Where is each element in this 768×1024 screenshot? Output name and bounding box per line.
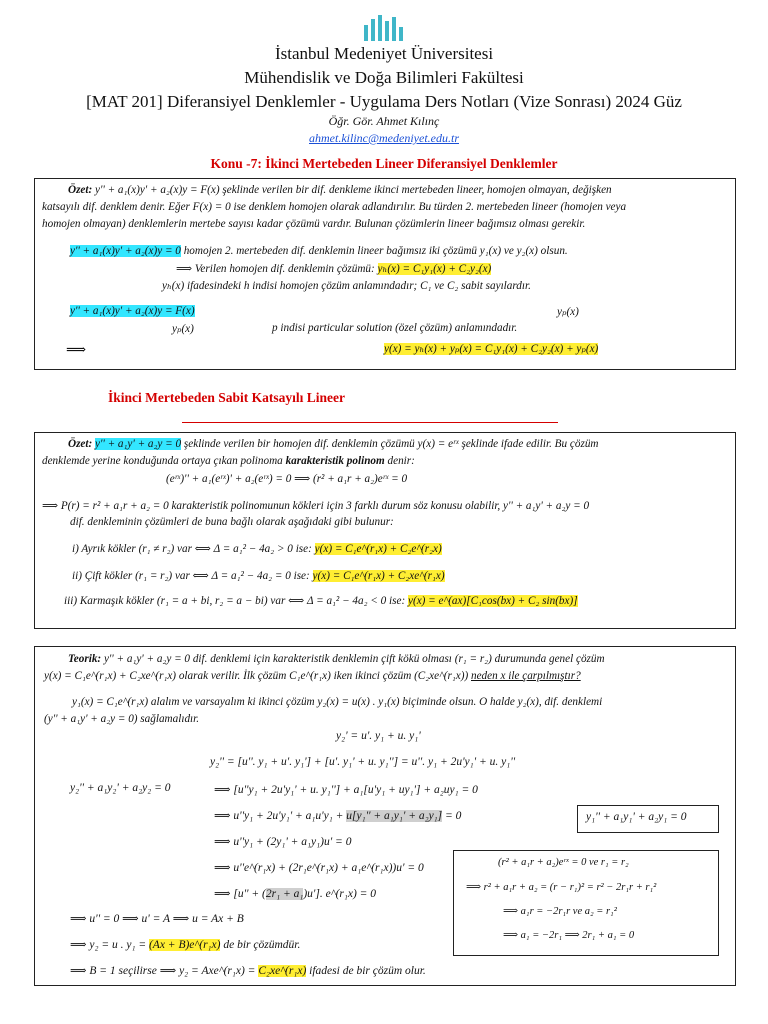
yp-left: yₚ(x) (172, 323, 194, 335)
box2-line-1 (68, 438, 599, 450)
case-double-roots (72, 569, 445, 582)
box3-text-1: y'' + a₁y' + a₂y = 0 dif. denklemi için karakteristik denklemin çift kökü olması (r₁ = r₂) durumunda genel çözüm (103, 653, 605, 665)
case3-solution: y(x) = e^(ax)[C₁cos(bx) + C₂ sin(bx)] (408, 595, 578, 607)
box2-line-3: (eʳˣ)'' + a₁(eʳˣ)' + a₂(eʳˣ) = 0 ⟹ (r² + a₁r + a₂)eʳˣ = 0 (166, 473, 408, 485)
eq7-post: )u']. e^(r₁x) = 0 (303, 888, 377, 900)
box1-line-6: yₕ(x) ifadesindeki h indisi homojen çözüm anlamındadır; C₁ ve C₂ sabit sayılardır. (162, 280, 531, 292)
box1-line-4 (70, 245, 568, 257)
case2-text: ii) Çift kökler (r₁ = r₂) var ⟺ Δ = a₁² − 4a₂ = 0 ise: (72, 570, 310, 582)
box2-text-1: şeklinde verilen bir homojen dif. denklemin çözümü y(x) = eʳˣ şeklinde ifade edilir. Bu çözüm (183, 438, 599, 450)
box1-text-5: ⟹ Verilen homojen dif. denklemin çözümü: (176, 263, 375, 275)
eq-substitution-rhs: ⟹ [u''y₁ + 2u'y₁' + u. y₁''] + a₁[u'y₁ + uy₁'] + a₂uy₁ = 0 (214, 784, 478, 796)
eq-step-5: ⟹ u''y₁ + (2y₁' + a₁y₁)u' = 0 (214, 836, 352, 848)
side-box-2-line-3: ⟹ a₁r = −2r₁r ve a₂ = r₁² (503, 906, 617, 917)
eq-second-derivative: y₂'' = [u''. y₁ + u'. y₁'] + [u'. y₁' + u. y₁''] = u''. y₁ + 2u'y₁' + u. y₁'' (210, 756, 516, 768)
faculty-name: Mühendislik ve Doğa Bilimleri Fakültesi (244, 68, 524, 87)
box1-text-1: y'' + a₁(x)y' + a₂(x)y = F(x) şeklinde verilen bir dif. denkleme ikinci mertebeden lineer, homojen olmayan, değişken (95, 184, 612, 196)
topic-title: Konu -7: İkinci Mertebeden Lineer Diferansiyel Denklemler (210, 156, 558, 171)
box3-line-4: (y'' + a₁y' + a₂y = 0) sağlamalıdır. (44, 713, 200, 725)
teorik-label: Teorik: (68, 653, 102, 665)
case3-text: iii) Karmaşık kökler (r₁ = a + bi, r₂ = a − bi) var ⟺ Δ = a₁² − 4a₂ < 0 ise: (64, 595, 406, 607)
box3-text-2: y(x) = C₁e^(r₁x) + C₂xe^(r₁x) olarak verilir. İlk çözüm C₁e^(r₁x) iken ikinci çözüm (C₂xe^(r₁x)) (44, 670, 469, 682)
yp-right: yₚ(x) (557, 306, 579, 318)
side-box-1-text: y₁'' + a₁y₁' + a₂y₁ = 0 (586, 811, 687, 823)
case-complex-roots (64, 594, 578, 607)
eq10-pre: ⟹ B = 1 seçilirse ⟹ y₂ = Axe^(r₁x) = (70, 965, 256, 977)
eq-step-4 (214, 808, 461, 822)
eq-first-derivative: y₂' = u'. y₁ + u. y₁' (336, 730, 421, 742)
box1-line-8: p indisi particular solution (özel çözüm) anlamındadır. (272, 322, 518, 334)
box2-line-5: dif. denkleminin çözümleri de buna bağlı olarak aşağıdaki gibi bulunur: (70, 516, 394, 528)
eq4-post: = 0 (445, 810, 462, 822)
box1-line-1 (68, 184, 612, 196)
box1-text-4: homojen 2. mertebeden dif. denklemin lineer bağımsız iki çözümü y₁(x) ve y₂(x) olsun. (183, 245, 568, 257)
email-link[interactable]: ahmet.kilinc@medeniyet.edu.tr (309, 131, 459, 145)
eq4-pre: ⟹ u''y₁ + 2u'y₁' + a₁u'y₁ + (214, 810, 344, 822)
section-title: İkinci Mertebeden Sabit Katsayılı Lineer (108, 390, 345, 405)
char-poly-term: karakteristik polinom (285, 455, 385, 467)
general-solution (384, 342, 598, 355)
box2-text-2b: denir: (387, 455, 415, 467)
case1-solution: y(x) = C₁e^(r₁x) + C₂e^(r₂x) (314, 543, 442, 555)
box1-line-5 (176, 262, 491, 275)
side-box-2-line-1: (r² + a₁r + a₂)eʳˣ = 0 ve r₁ = r₂ (498, 857, 629, 868)
eq10-highlight: C₂xe^(r₁x) (258, 965, 307, 977)
university-name: İstanbul Medeniyet Üniversitesi (274, 44, 494, 63)
box3-line-1 (68, 653, 605, 665)
ozet-label-2: Özet: (68, 438, 93, 450)
eq-step-10 (70, 963, 426, 977)
general-solution-text: y(x) = yₕ(x) + yₚ(x) = C₁y₁(x) + C₂y₂(x) + yₚ(x) (384, 343, 599, 355)
eq10-post: ifadesi de bir çözüm olur. (309, 965, 426, 977)
box2-line-4: ⟹ P(r) = r² + a₁r + a₂ = 0 karakteristik polinomunun kökleri için 3 farklı durum söz konusu olabilir, y'' + a₁y' + a₂y = 0 (42, 500, 590, 512)
box3-line-3: y₁(x) = C₁e^(r₁x) alalım ve varsayalım ki ikinci çözüm y₂(x) = u(x) . y₁(x) biçiminde olsun. O halde y₂(x), dif. denklemi (72, 696, 603, 708)
eq9-pre: ⟹ y₂ = u . y₁ = (70, 939, 147, 951)
homogeneous-solution: yₕ(x) = C₁y₁(x) + C₂y₂(x) (377, 263, 492, 275)
eq4-highlight: u[y₁'' + a₁y₁' + a₂y₁] (346, 810, 443, 822)
eq-step-9 (70, 937, 300, 951)
eq9-post: de bir çözümdür. (223, 939, 301, 951)
eq-substitution-lhs: y₂'' + a₁y₂' + a₂y₂ = 0 (70, 782, 171, 794)
case2-solution: y(x) = C₁e^(r₁x) + C₂xe^(r₁x) (312, 570, 445, 582)
ozet-label: Özet: (68, 184, 93, 196)
eq7-highlight: 2r₁ + a₁ (265, 888, 304, 900)
eq7-pre: ⟹ [u'' + ( (214, 888, 266, 900)
eq-step-8: ⟹ u'' = 0 ⟹ u' = A ⟹ u = Ax + B (70, 913, 244, 925)
box1-line-3: homojen olmayan) denklemlerin mertebe sayısı kadar çözümü vardır. Bulunan çözümlerin lineer bağımsız olması gerekir. (42, 218, 586, 230)
nonhomogeneous-equation: y'' + a₁(x)y' + a₂(x)y = F(x) (70, 305, 195, 317)
university-logo-icon (364, 15, 404, 41)
section-underline (182, 422, 558, 423)
instructor-name: Öğr. Gör. Ahmet Kılınç (328, 114, 440, 128)
box2-text-2: denklemde yerine konduğunda ortaya çıkan polinoma (42, 455, 283, 467)
eq9-highlight: (Ax + B)e^(r₁x) (148, 939, 221, 951)
eq-step-6: ⟹ u''e^(r₁x) + (2r₁e^(r₁x) + a₁e^(r₁x))u' = 0 (214, 862, 424, 874)
box1-line-7 (70, 305, 195, 317)
side-box-2-line-4: ⟹ a₁ = −2r₁ ⟹ 2r₁ + a₁ = 0 (503, 930, 635, 941)
homogeneous-equation: y'' + a₁(x)y' + a₂(x)y = 0 (70, 245, 181, 257)
box3-line-2 (44, 670, 581, 682)
case-distinct-roots (72, 542, 442, 555)
implies-arrow: ⟹ (66, 343, 87, 358)
course-title: [MAT 201] Diferansiyel Denklemler - Uygulama Ders Notları (Vize Sonrası) 2024 Güz (86, 92, 682, 111)
side-box-2-line-2: ⟹ r² + a₁r + a₂ = (r − r₁)² = r² − 2r₁r + r₁² (466, 882, 657, 893)
constant-coeff-equation: y'' + a₁y' + a₂y = 0 (95, 438, 182, 450)
eq-step-7 (214, 886, 376, 900)
box2-line-2 (42, 455, 415, 467)
box1-line-2: katsayılı dif. denklem denir. Eğer F(x) = 0 ise denklem homojen olarak adlandırılır. Bu türden 2. mertebeden lineer (homojen veya (42, 201, 627, 213)
case1-text: i) Ayrık kökler (r₁ ≠ r₂) var ⟺ Δ = a₁² − 4a₂ > 0 ise: (72, 543, 312, 555)
question-underlined: neden x ile çarpılmıştır? (471, 670, 581, 682)
